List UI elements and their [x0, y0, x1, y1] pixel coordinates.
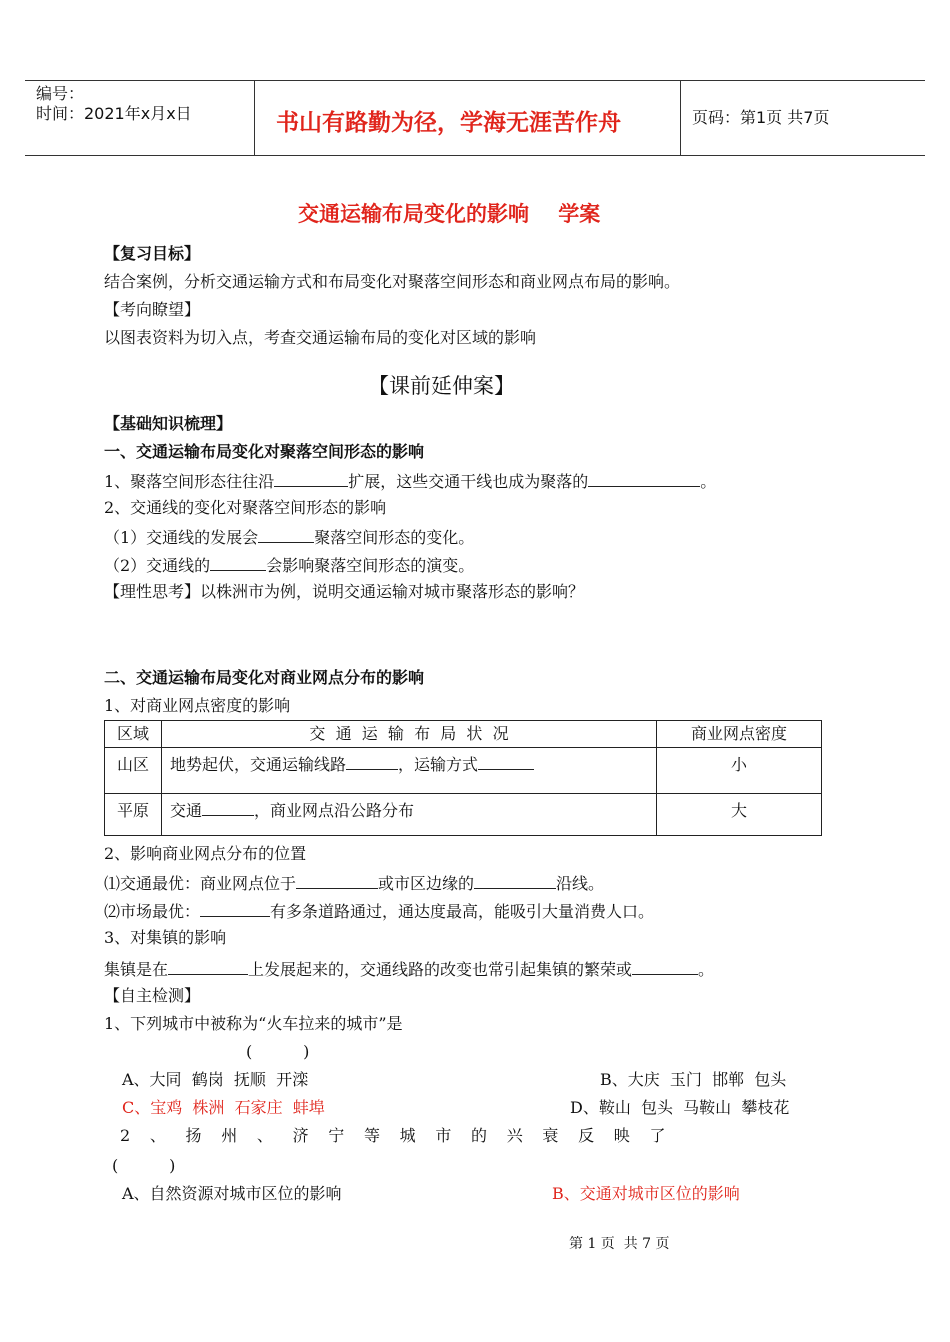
blank-field[interactable] — [588, 470, 700, 487]
part2-sub2: 2、影响商业网点分布的位置 — [104, 844, 307, 863]
part1-q2-1-text-b: 聚落空间形态的变化。 — [314, 528, 475, 547]
part2-s3-text-a: 集镇是在 — [104, 960, 169, 979]
density-table — [104, 720, 822, 836]
page-footer: 第 1 页 共 7 页 — [569, 1236, 670, 1252]
part1-q1-text-b: 扩展，这些交通干线也成为聚落的 — [348, 472, 589, 491]
header-divider-left — [254, 80, 255, 155]
part2-s2-2-text-b: 有多条道路通过，通达度最高，能吸引大量消费人口。 — [270, 902, 655, 921]
section-title: 【课前延伸案】 — [368, 374, 515, 398]
header-bottom-rule — [25, 155, 925, 156]
part2-s3-text-c: 。 — [698, 960, 715, 979]
part2-s2-1-text-c: 沿线。 — [556, 874, 605, 893]
part1-q2-2-text-b: 会影响聚落空间形态的演变。 — [266, 556, 475, 575]
check-q1: 1、下列城市中被称为“火车拉来的城市”是 — [104, 1014, 403, 1033]
table-cell-density: 大 — [657, 794, 822, 836]
basics-heading: 【基础知识梳理】 — [104, 414, 233, 433]
table-header-cell: 区域 — [105, 721, 162, 748]
check-q1-option-a[interactable]: A、大同 鹤岗 抚顺 开滦 — [122, 1070, 309, 1089]
part1-q2-1-text-a: （1）交通线的发展会 — [104, 528, 259, 547]
goal-heading: 【复习目标】 — [104, 244, 201, 263]
table-desc-text-b: ，运输方式 — [398, 755, 479, 774]
blank-field[interactable] — [296, 872, 378, 889]
check-q2-option-a[interactable]: A、自然资源对城市区位的影响 — [122, 1184, 342, 1203]
part1-think: 【理性思考】以株洲市为例，说明交通运输对城市聚落形态的影响？ — [104, 582, 585, 601]
part1-q1-text-a: 1、聚落空间形态往往沿 — [104, 472, 275, 491]
check-q2-option-b[interactable]: B、交通对城市区位的影响 — [552, 1184, 740, 1203]
check-q1-answer-paren[interactable]: ( ) — [246, 1042, 310, 1061]
table-row — [105, 794, 822, 836]
blank-field[interactable] — [258, 526, 314, 543]
part1-heading: 一、交通运输布局变化对聚落空间形态的影响 — [104, 442, 425, 461]
check-heading: 【自主检测】 — [104, 986, 201, 1005]
outlook-text: 以图表资料为切入点，考查交通运输布局的变化对区域的影响 — [104, 328, 537, 347]
part2-sub3: 3、对集镇的影响 — [104, 928, 227, 947]
blank-field[interactable] — [202, 799, 254, 816]
check-q1-option-b[interactable]: B、大庆 玉门 邯郸 包头 — [600, 1070, 787, 1089]
blank-field[interactable] — [200, 900, 270, 917]
part1-q2: 2、交通线的变化对聚落空间形态的影响 — [104, 498, 387, 517]
header-time-label: 时间：2021年x月x日 — [36, 104, 192, 123]
header-motto: 书山有路勤为径，学海无涯苦作舟 — [276, 109, 621, 136]
part2-s2-1 — [104, 872, 604, 894]
table-cell-density: 小 — [657, 748, 822, 794]
header-page-info: 页码：第1页 共7页 — [692, 108, 830, 127]
outlook-heading: 【考向瞭望】 — [104, 300, 201, 319]
part1-q2-1 — [104, 526, 474, 548]
table-header-row — [105, 721, 822, 748]
blank-field[interactable] — [168, 958, 248, 975]
part1-q1-text-c: 。 — [700, 472, 717, 491]
table-row — [105, 748, 822, 794]
table-cell-desc — [162, 794, 657, 836]
header-serial-label: 编号： — [36, 84, 85, 103]
part1-q2-2 — [104, 554, 474, 576]
table-desc-text-b: ，商业网点沿公路分布 — [254, 801, 415, 820]
blank-field[interactable] — [474, 872, 556, 889]
goal-text: 结合案例，分析交通运输方式和布局变化对聚落空间形态和商业网点布局的影响。 — [104, 272, 681, 291]
part2-sub1: 1、对商业网点密度的影响 — [104, 696, 291, 715]
part2-s2-1-text-a: ⑴交通最优：商业网点位于 — [104, 874, 297, 893]
page-title: 交通运输布局变化的影响 学案 — [298, 201, 601, 226]
blank-field[interactable] — [210, 554, 266, 571]
table-desc-text-a: 交通 — [170, 801, 203, 820]
table-cell-region: 山区 — [105, 748, 162, 794]
header-top-rule — [25, 80, 925, 81]
table-header-cell: 商业网点密度 — [657, 721, 822, 748]
check-q2: 2 、 扬 州 、 济 宁 等 城 市 的 兴 衰 反 映 了 — [120, 1126, 673, 1145]
part2-heading: 二、交通运输布局变化对商业网点分布的影响 — [104, 668, 425, 687]
blank-field[interactable] — [274, 470, 348, 487]
part2-s2-2-text-a: ⑵市场最优： — [104, 902, 201, 921]
blank-field[interactable] — [632, 958, 698, 975]
table-header-cell: 交 通 运 输 布 局 状 况 — [162, 721, 657, 748]
check-q1-option-d[interactable]: D、鞍山 包头 马鞍山 攀枝花 — [570, 1098, 790, 1117]
part1-q1 — [104, 470, 716, 492]
table-cell-region: 平原 — [105, 794, 162, 836]
check-q1-option-c[interactable]: C、宝鸡 株洲 石家庄 蚌埠 — [122, 1098, 325, 1117]
blank-field[interactable] — [346, 753, 398, 770]
check-q2-answer-paren[interactable]: ( ) — [112, 1156, 176, 1175]
part2-s3-text-b: 上发展起来的，交通线路的改变也常引起集镇的繁荣或 — [248, 960, 633, 979]
part2-s2-2 — [104, 900, 654, 922]
blank-field[interactable] — [478, 753, 534, 770]
table-desc-text-a: 地势起伏，交通运输线路 — [170, 755, 347, 774]
table-cell-desc — [162, 748, 657, 794]
part2-s3 — [104, 958, 714, 980]
part2-s2-1-text-b: 或市区边缘的 — [378, 874, 475, 893]
header-divider-right — [680, 80, 681, 155]
part1-q2-2-text-a: （2）交通线的 — [104, 556, 211, 575]
